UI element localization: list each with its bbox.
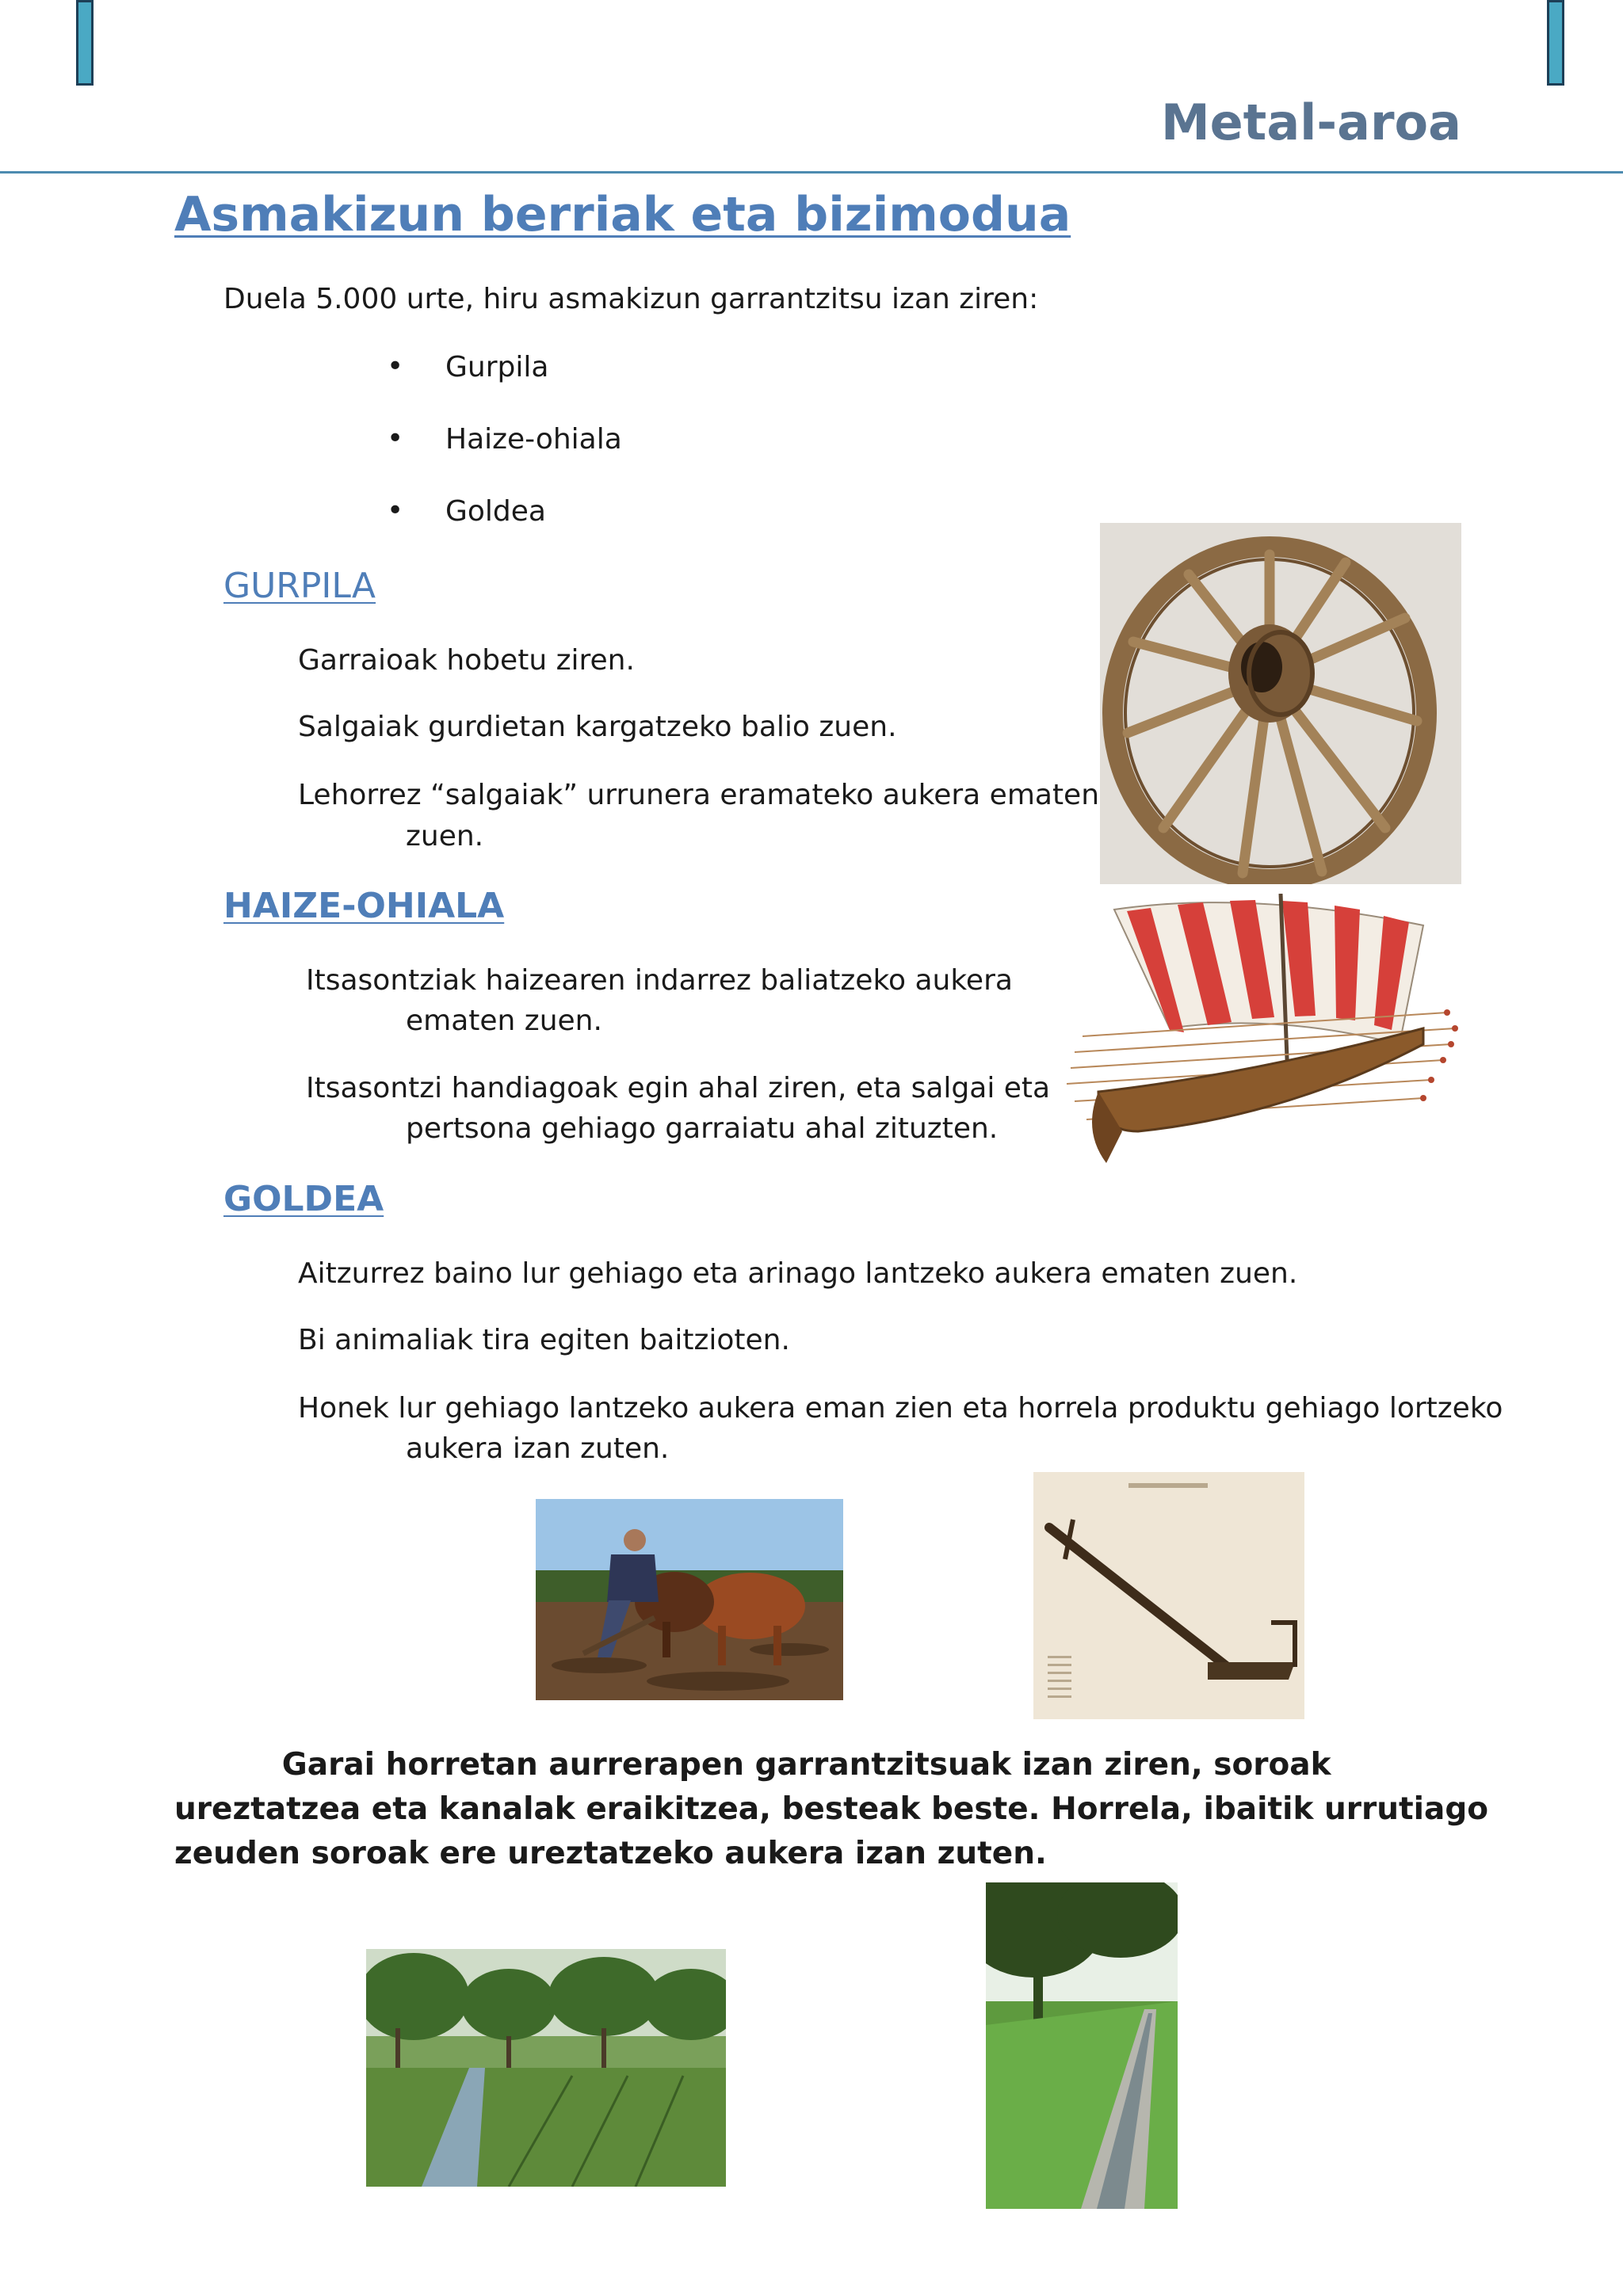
gurpila-line: Salgaiak gurdietan kargatzeko balio zuen. xyxy=(298,711,897,743)
header-title: Metal-aroa xyxy=(1160,93,1461,151)
bullet-marker: • xyxy=(387,350,404,383)
goldea-line: aukera izan zuten. xyxy=(406,1432,670,1465)
irrigation-orchard-photo xyxy=(366,1949,726,2187)
wheel-image xyxy=(1100,523,1461,884)
left-tab-marker xyxy=(76,0,94,86)
closing-paragraph: Garai horretan aurrerapen garrantzitsuak izan ziren, soroak ureztatzea eta kanalak eraikitzea, besteak beste. Horrela, ibaitik urrutiago zeuden soroak ere ureztatzeko aukera izan zuten. xyxy=(174,1747,1499,1871)
gurpila-line: Lehorrez “salgaiak” urrunera eramateko aukera ematen xyxy=(298,779,1100,811)
oxen-plough-photo xyxy=(536,1499,843,1700)
haize-ohiala-line: ematen zuen. xyxy=(406,1005,602,1037)
section-heading-goldea: GOLDEA xyxy=(223,1179,384,1219)
header-rule xyxy=(0,171,1623,174)
page-title: Asmakizun berriak eta bizimodua xyxy=(174,187,1071,242)
haize-ohiala-line: pertsona gehiago garraiatu ahal zituzten. xyxy=(406,1112,999,1145)
gurpila-line: zuen. xyxy=(406,820,484,852)
right-tab-marker xyxy=(1547,0,1564,86)
list-item: Gurpila xyxy=(445,351,549,383)
goldea-line: Aitzurrez baino lur gehiago eta arinago lantzeko aukera ematen zuen. xyxy=(298,1257,1298,1290)
intro-text: Duela 5.000 urte, hiru asmakizun garrantzitsu izan ziren: xyxy=(223,283,1039,315)
list-item: Haize-ohiala xyxy=(445,423,622,456)
bullet-marker: • xyxy=(387,422,404,455)
irrigation-canal-photo xyxy=(986,1882,1178,2209)
section-heading-haize-ohiala: HAIZE-OHIALA xyxy=(223,886,505,926)
goldea-line: Honek lur gehiago lantzeko aukera eman zien eta horrela produktu gehiago lortzeko xyxy=(298,1392,1503,1425)
sailing-ship-image xyxy=(1051,894,1463,1176)
haize-ohiala-line: Itsasontziak haizearen indarrez baliatzeko aukera xyxy=(306,964,1013,997)
goldea-line: Bi animaliak tira egiten baitzioten. xyxy=(298,1324,790,1356)
bullet-marker: • xyxy=(387,494,404,527)
section-heading-gurpila: GURPILA xyxy=(223,566,376,606)
haize-ohiala-line: Itsasontzi handiagoak egin ahal ziren, eta salgai eta xyxy=(306,1072,1051,1104)
gurpila-line: Garraioak hobetu ziren. xyxy=(298,644,635,677)
roman-plough-diagram xyxy=(1033,1472,1304,1719)
list-item: Goldea xyxy=(445,495,546,528)
